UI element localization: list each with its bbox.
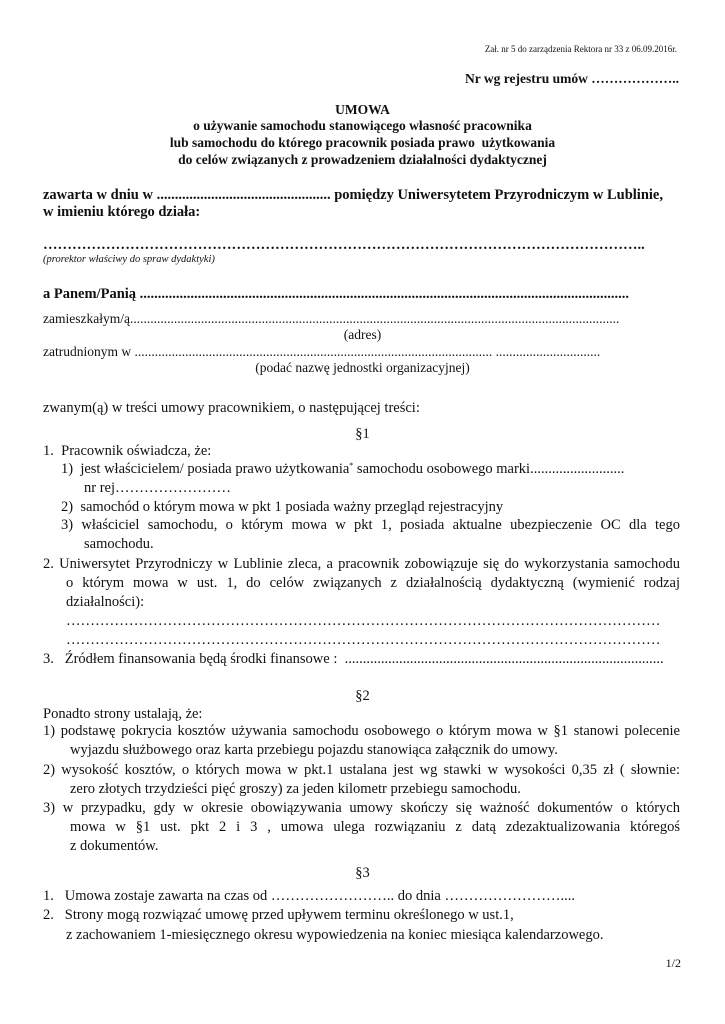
s1-item-2-dots-1: …………………………………………………………………………………………………………… <box>66 613 661 629</box>
s1-item-2-dots-2: …………………………………………………………………………………………………………… <box>66 632 661 648</box>
s2-point-2-line-1: 2) wysokość kosztów, o których mowa w pkt.1 ustalana jest wg stawki w wysokości 0,35 zł ( słownie: <box>43 762 680 778</box>
title-line-3: do celów związanych z prowadzeniem działalności dydaktycznej <box>178 152 547 167</box>
s1-item-2-line-2: o którym mowa w ust. 1, do celów związanych z działalnością dydaktyczną (wymienić rodzaj <box>66 575 680 591</box>
contract-title: UMOWA <box>335 102 390 117</box>
concluded-line: zawarta w dniu w ................................................ pomiędzy Uniwersytetem Przyrodniczym w Lublinie, <box>43 187 663 203</box>
register-number: Nr wg rejestru umów ……………….. <box>465 71 679 86</box>
page-number: 1/2 <box>665 956 681 970</box>
address-hint: (adres) <box>343 327 382 342</box>
s2-point-3-line-2: mowa w §1 ust. pkt 2 i 3 , umowa ulega rozwiązaniu z datą zdezaktualizowania któregoś <box>70 819 680 835</box>
s2-point-3-line-3: z dokumentów. <box>70 838 159 854</box>
title-line-2: lub samochodu do którego pracownik posiada prawo użytkowania <box>169 135 556 150</box>
s1-sub-3-line-1: 3) właściciel samochodu, o którym mowa w pkt 1, posiada aktualne ubezpieczenie OC dla tego <box>61 517 680 533</box>
attachment-note: Zał. nr 5 do zarządzenia Rektora nr 33 z 06.09.2016r. <box>484 44 677 54</box>
s2-point-3-line-1: 3) w przypadku, gdy w okresie obowiązywania umowy skończy się ważność dokumentów o których <box>43 800 680 816</box>
residence-line: zamieszkałym/ą................................................................................................................................................. <box>43 311 620 326</box>
s1-item-2-line-1: 2. Uniwersytet Przyrodniczy w Lublinie zleca, a pracownik zobowiązuje się do wykorzystania samochodu <box>43 556 680 572</box>
s3-item-1: 1. Umowa zostaje zawarta na czas od …………………….. do dnia …………………….... <box>43 888 575 904</box>
signatory-dots: …………………………………………………………………………………………………………….. <box>43 237 645 253</box>
s2-point-1-line-2: wyjazdu służbowego oraz karta przebiegu pojazdu stanowiąca załącznik do umowy. <box>70 742 558 758</box>
section-1-heading: §1 <box>355 426 370 442</box>
s1-sub-1-line-2: nr rej…………………… <box>84 480 231 496</box>
s1-item-1: 1. Pracownik oświadcza, że: <box>43 443 212 459</box>
title-line-1: o używanie samochodu stanowiącego własność pracownika <box>193 118 532 133</box>
s2-point-2-line-2: zero złotych trzydzieści pięć groszy) za jeden kilometr przebiegu samochodu. <box>70 781 521 797</box>
unit-hint: (podać nazwę jednostki organizacyjnej) <box>255 360 470 375</box>
s1-sub-3-line-2: samochodu. <box>84 536 154 552</box>
section-2-heading: §2 <box>355 688 370 704</box>
signatory-hint: (prorektor właściwy do spraw dydaktyki) <box>43 254 215 265</box>
s2-point-1-line-1: 1) podstawę pokrycia kosztów używania samochodu osobowego o którym mowa w §1 stanowi polecenie <box>43 723 680 739</box>
section-3-heading: §3 <box>355 865 370 881</box>
footnote-marker: * <box>349 461 354 470</box>
s2-intro: Ponadto strony ustalają, że: <box>43 706 203 722</box>
s1-sub-2: 2) samochód o którym mowa w pkt 1 posiada ważny przegląd rejestracyjny <box>61 499 504 515</box>
on-behalf-line: w imieniu którego działa: <box>43 204 201 220</box>
s1-item-2-line-3: działalności): <box>66 594 145 610</box>
s3-item-2-line-2: z zachowaniem 1-miesięcznego okresu wypowiedzenia na koniec miesiąca kalendarzowego. <box>66 927 604 943</box>
employer-unit-line: zatrudnionym w .......................................................................................................... ............................... <box>43 344 601 359</box>
employee-name-line: a Panem/Panią ....................................................................................................................................... <box>43 286 630 302</box>
s1-sub-1-line-1: 1) jest właścicielem/ posiada prawo użytkowania* samochodu osobowego marki.......................... <box>61 461 625 477</box>
s3-item-2-line-1: 2. Strony mogą rozwiązać umowę przed upływem terminu określonego w ust.1, <box>43 907 514 923</box>
s1-item-3: 3. Źródłem finansowania będą środki finansowe : ........................................................................................ <box>43 651 664 667</box>
called-employee-line: zwanym(ą) w treści umowy pracownikiem, o następującej treści: <box>43 400 420 416</box>
